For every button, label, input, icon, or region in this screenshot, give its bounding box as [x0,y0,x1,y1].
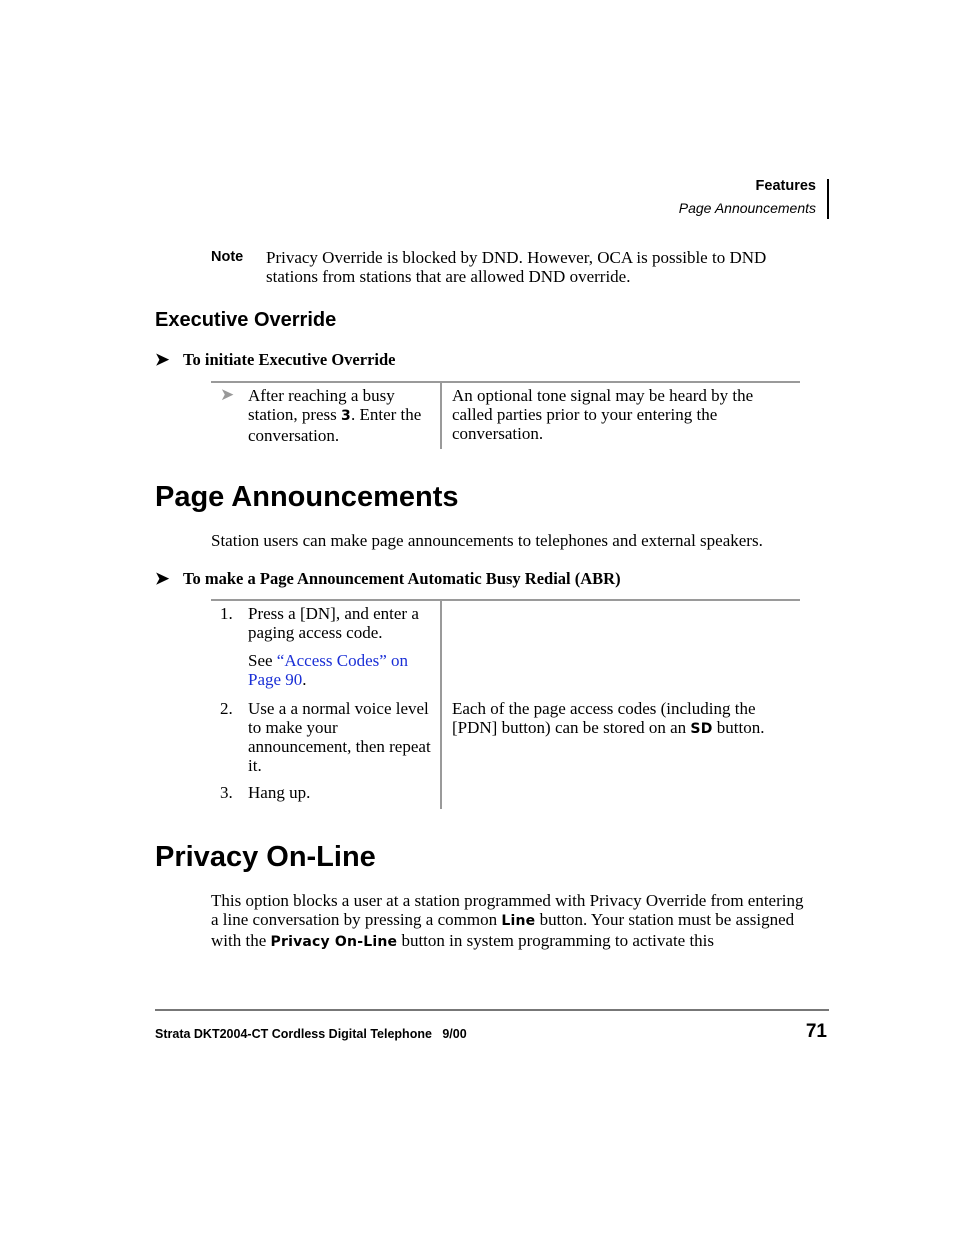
procedure-arrow-icon: ➤ [155,350,170,369]
page-announcements-intro: Station users can make page announcements to telephones and external speakers. [211,531,763,550]
running-header-subsection: Page Announcements [678,200,816,216]
see-prefix: See [248,651,277,670]
see-reference [248,651,434,689]
step-number: 3. [220,783,233,802]
executive-override-procedure-title [155,350,395,370]
privacy-online-body [211,891,806,952]
page-number: 71 [805,1021,827,1042]
result-text-before: Each of the page access codes (including the [PDN] button) can be stored on an [452,699,756,737]
procedure-title-text: To make a Page Announcement Automatic Busy Redial (ABR) [183,569,621,588]
page-announcement-result [452,699,782,739]
executive-override-table-column-rule [440,382,442,449]
step-arrow-icon: ➤ [220,385,235,404]
step-number: 1. [220,604,233,623]
page-announcement-procedure-title [155,569,621,589]
step-text: Hang up. [248,783,311,802]
page-announcement-table-top-rule [211,599,800,601]
result-text-after: button. [712,718,765,737]
step-text: Press a [DN], and enter a paging access code. [248,604,419,642]
executive-override-heading: Executive Override [155,309,337,331]
step-number: 2. [220,699,233,718]
line-key-label: Line [501,913,536,929]
body-text-part3: button in system programming to activate this [397,931,715,950]
header-divider [827,179,829,219]
step-text-after: . Enter the conversation. [248,405,422,445]
executive-override-table-top-rule [211,381,800,383]
step-text-before: After reaching a busy station, press [248,386,395,424]
privacy-online-key-label: Privacy On-Line [270,934,398,950]
access-codes-link[interactable]: “Access Codes” on Page 90 [248,651,409,689]
note-label: Note [211,249,244,265]
executive-override-step [248,386,434,445]
body-text-part2: button. Your station must be assigned with the [211,910,795,950]
procedure-title-text: To initiate Executive Override [183,350,396,369]
note-text: Privacy Override is blocked by DND. However, OCA is possible to DND stations from stations that are allowed DND override. [266,248,767,286]
step-text: Use a a normal voice level to make your announcement, then repeat it. [248,699,431,775]
sd-key-label: SD [690,721,713,737]
see-suffix: . [302,670,307,689]
key-3-label: 3 [341,408,351,424]
body-text-part1: This option blocks a user at a station programmed with Privacy Override from entering a line conversation by pressing a common [211,891,804,929]
procedure-arrow-icon: ➤ [155,569,170,588]
privacy-online-heading: Privacy On-Line [155,841,376,873]
footer-title: Strata DKT2004-CT Cordless Digital Telephone 9/00 [155,1027,467,1041]
footer-divider [155,1009,829,1011]
running-header-section: Features [755,178,816,194]
page-announcements-heading: Page Announcements [155,481,459,513]
page-announcement-table-column-rule [440,600,442,809]
executive-override-result: An optional tone signal may be heard by the called parties prior to your entering the conversation. [452,386,754,443]
